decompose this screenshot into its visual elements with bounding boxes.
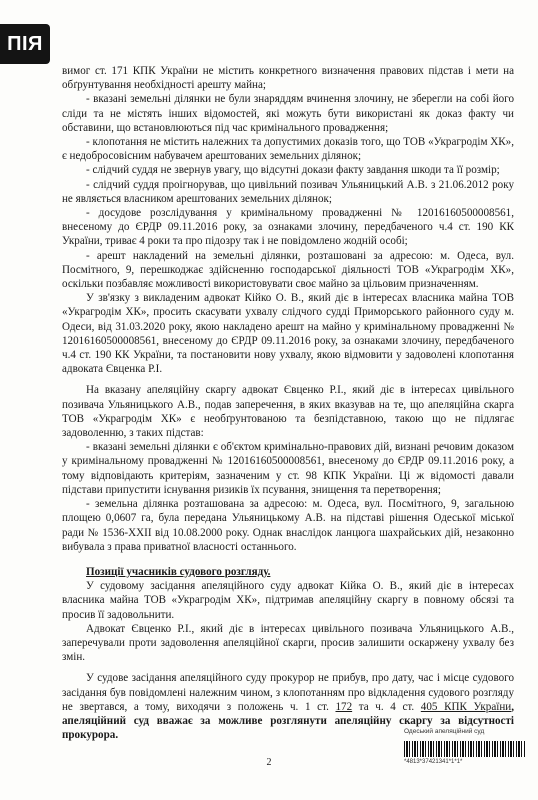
paragraph: У судовому засідання апеляційного суду адвокат Кійка О. В., який діє в інтересах власника майна ТОВ «Украгродім ХК», підтримав апеляційну скаргу в повному обсязі та просив її задовольнити. xyxy=(62,580,514,621)
barcode-image xyxy=(404,741,526,757)
paragraph-segment: апеляційний суд вважає за можливе розглянути апеляційну скаргу за відсутності прокурора. xyxy=(62,714,514,742)
paragraph-segment: та ч. 4 ст. xyxy=(352,700,421,713)
legal-reference: 172 xyxy=(335,700,353,713)
paragraph: - клопотання не містить належних та допустимих доказів того, що ТОВ «Украгродім ХК», є недобросовісним набувачем арештованих земельних ділянок; xyxy=(62,136,514,163)
paragraph: вимог ст. 171 КПК України не містить конкретного визначення правових підстав і мети на обґрунтування необхідності арешту майна; xyxy=(62,65,514,92)
section-heading xyxy=(62,565,514,579)
paragraph-segment: У судове засідання апеляційного суду прокурор не прибув, про дату, час і місце судового засідання був повідомлені належним чином, з клопотанням про відкладення судового розгляду не звертався, а тому, виходячи з положень ч. 1 ст. xyxy=(62,672,514,713)
paragraph: - арешт накладений на земельні ділянки, розташовані за адресою: м. Одеса, вул. Посмітного, 9, перешкоджає здійсненню господарської діяльності ТОВ «Украгродім ХК», оскільки позбавляє можливості використовувати своє майно за цільовим призначенням. xyxy=(62,249,514,291)
paragraph: - досудове розслідування у кримінальному провадженні № 12016160500008561, внесеному до ЄРДР 09.11.2016 року, за ознаками злочину, передбаченого ч.4 ст. 190 КК України, триває 4 роки та про підозру так і не повідомлено жодній особі; xyxy=(62,207,514,248)
paragraph: - земельна ділянка розташована за адресою: м. Одеса, вул. Посмітного, 9, загальною площею 0,0607 га, була передана Ульяницькому А.В. на підставі рішення Одеської міської ради № 1536-ХХІІ від 10.08.2000 року. Однак внаслідок ланцюга шахрайських дій, незаконно вибувала з права приватної власності останнього. xyxy=(62,498,514,553)
paragraph: - слідчий суддя проігнорував, що цивільний позивач Ульяницький А.В. з 21.06.2012 року не являється власником арештованих земельних ділянок; xyxy=(62,178,514,205)
paragraph: - вказані земельні ділянки є об'єктом кримінально-правових дій, визнані речовим доказом у кримінальному провадженні № 12016160500008561, внесеному до ЄРДР 09.11.2016 року, а тому відповідають критеріям, зазначеним у ст. 98 КПК України. Ці ж відомості давали підстави припустити існування ризиків їх псування, знищення та перетворення; xyxy=(62,441,514,496)
barcode-text: *4813*37421341*1*1* xyxy=(404,759,463,765)
court-footer-label: Одеський апеляційний суд xyxy=(404,728,485,735)
page-stamp xyxy=(0,24,50,64)
paragraph: Адвокат Євценко Р.І., який діє в інтересах цивільного позивача Ульяницького А.В., заперечували проти задоволення апеляційної скарги, просив залишити оскаржену ухвалу без змін. xyxy=(62,622,514,664)
document-body xyxy=(62,64,514,742)
stamp-label: ПІЯ xyxy=(7,32,43,55)
paragraph: На вказану апеляційну скаргу адвокат Євценко Р.І., який діє в інтересах цивільного позивача Ульяницького А.В., подав заперечення, в яких вказував на те, що апеляційна скарга ТОВ «Украгродім ХК» є необґрунтованою та безпідставною, такою що не підлягає задоволенню, з таких підстав: xyxy=(62,384,514,440)
legal-reference: 405 КПК України xyxy=(420,700,512,713)
paragraph: У зв'язку з викладеним адвокат Кійко О. В., який діє в інтересах власника майна ТОВ «Украгродім ХК», просить скасувати ухвалу слідчого судді Приморського районного суду м. Одеси, від 31.03.2020 року, якою накладено арешт на майно у кримінальному провадженні № 12016160500008561, внесеному до ЄРДР 09.11.2016 року, за ознаками злочину, передбаченого ч.4 ст. 190 КК України, та постановити нову ухвалу, якою відмовити у задоволені клопотання адвоката Євценка Р.І. xyxy=(62,292,514,376)
paragraph-segment: , xyxy=(511,700,514,713)
page-number: 2 xyxy=(266,757,272,768)
paragraph: - вказані земельні ділянки не були знаряддям вчинення злочину, не зберегли на собі його сліди та не містять інших відомостей, які можуть бути використані як доказ факту чи обставини, що встановлюються під час кримінального провадження; xyxy=(62,93,514,134)
section-heading-text: Позиції учасників судового розгляду. xyxy=(86,565,271,578)
paragraph: - слідчий суддя не звернув увагу, що відсутні докази факту завдання шкоди та її розмір; xyxy=(86,164,500,177)
